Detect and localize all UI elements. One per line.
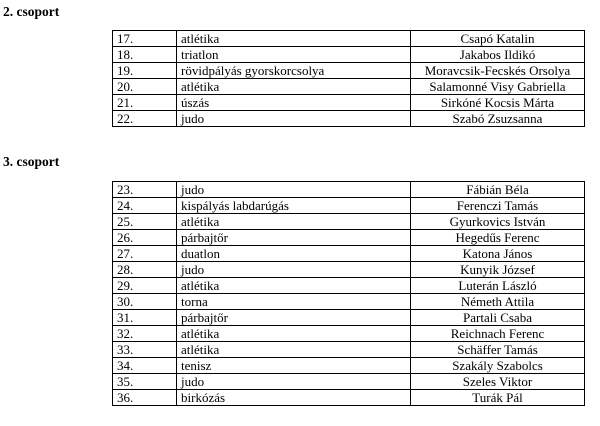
sport-cell: atlétika xyxy=(177,79,411,95)
sport-cell: judo xyxy=(177,262,411,278)
athlete-name-cell: Salamonné Visy Gabriella xyxy=(411,79,585,95)
row-number: 24. xyxy=(113,198,177,214)
athlete-name-cell: Sirkóné Kocsis Márta xyxy=(411,95,585,111)
table-row xyxy=(113,63,585,79)
table-row xyxy=(113,198,585,214)
table-row xyxy=(113,95,585,111)
sport-cell: atlétika xyxy=(177,326,411,342)
table-row xyxy=(113,278,585,294)
sport-cell: atlétika xyxy=(177,342,411,358)
row-number: 30. xyxy=(113,294,177,310)
sport-cell: birkózás xyxy=(177,390,411,406)
athlete-name-cell: Turák Pál xyxy=(411,390,585,406)
athlete-name-cell: Partali Csaba xyxy=(411,310,585,326)
sport-cell: triatlon xyxy=(177,47,411,63)
row-number: 35. xyxy=(113,374,177,390)
athlete-name-cell: Katona János xyxy=(411,246,585,262)
athlete-name-cell: Szakály Szabolcs xyxy=(411,358,585,374)
row-number: 26. xyxy=(113,230,177,246)
row-number: 34. xyxy=(113,358,177,374)
table-row xyxy=(113,214,585,230)
row-number: 33. xyxy=(113,342,177,358)
table-row xyxy=(113,310,585,326)
row-number: 20. xyxy=(113,79,177,95)
sport-cell: duatlon xyxy=(177,246,411,262)
row-number: 25. xyxy=(113,214,177,230)
athlete-name-cell: Gyurkovics István xyxy=(411,214,585,230)
table-row xyxy=(113,47,585,63)
athlete-name-cell: Hegedűs Ferenc xyxy=(411,230,585,246)
table-row xyxy=(113,262,585,278)
group-3-heading: 3. csoport xyxy=(3,154,60,169)
sport-cell: torna xyxy=(177,294,411,310)
sport-cell: atlétika xyxy=(177,31,411,47)
athlete-name-cell: Németh Attila xyxy=(411,294,585,310)
row-number: 23. xyxy=(113,182,177,198)
athlete-name-cell: Schäffer Tamás xyxy=(411,342,585,358)
table-row xyxy=(113,374,585,390)
sport-cell: kispályás labdarúgás xyxy=(177,198,411,214)
sport-cell: judo xyxy=(177,182,411,198)
row-number: 31. xyxy=(113,310,177,326)
row-number: 27. xyxy=(113,246,177,262)
sport-cell: atlétika xyxy=(177,214,411,230)
table-row xyxy=(113,230,585,246)
athlete-name-cell: Moravcsik-Fecskés Orsolya xyxy=(411,63,585,79)
sport-cell: úszás xyxy=(177,95,411,111)
sport-cell: párbajtőr xyxy=(177,230,411,246)
row-number: 29. xyxy=(113,278,177,294)
table-row xyxy=(113,326,585,342)
group-2-table xyxy=(112,30,585,127)
sport-cell: judo xyxy=(177,374,411,390)
table-row xyxy=(113,390,585,406)
row-number: 32. xyxy=(113,326,177,342)
table-row xyxy=(113,342,585,358)
athlete-name-cell: Luterán László xyxy=(411,278,585,294)
athlete-name-cell: Szabó Zsuzsanna xyxy=(411,111,585,127)
sport-cell: atlétika xyxy=(177,278,411,294)
sport-cell: tenisz xyxy=(177,358,411,374)
row-number: 17. xyxy=(113,31,177,47)
athlete-name-cell: Ferenczi Tamás xyxy=(411,198,585,214)
row-number: 36. xyxy=(113,390,177,406)
table-row xyxy=(113,79,585,95)
table-row xyxy=(113,246,585,262)
group-2-heading: 2. csoport xyxy=(3,4,60,19)
table-row xyxy=(113,358,585,374)
athlete-name-cell: Csapó Katalin xyxy=(411,31,585,47)
athlete-name-cell: Szeles Viktor xyxy=(411,374,585,390)
table-row xyxy=(113,31,585,47)
row-number: 19. xyxy=(113,63,177,79)
athlete-name-cell: Kunyik József xyxy=(411,262,585,278)
table-row xyxy=(113,111,585,127)
athlete-name-cell: Fábián Béla xyxy=(411,182,585,198)
athlete-name-cell: Jakabos Ildikó xyxy=(411,47,585,63)
athlete-name-cell: Reichnach Ferenc xyxy=(411,326,585,342)
row-number: 18. xyxy=(113,47,177,63)
group-3-table xyxy=(112,181,585,406)
row-number: 21. xyxy=(113,95,177,111)
row-number: 28. xyxy=(113,262,177,278)
sport-cell: rövidpályás gyorskorcsolya xyxy=(177,63,411,79)
row-number: 22. xyxy=(113,111,177,127)
sport-cell: párbajtőr xyxy=(177,310,411,326)
sport-cell: judo xyxy=(177,111,411,127)
table-row xyxy=(113,294,585,310)
table-row xyxy=(113,182,585,198)
